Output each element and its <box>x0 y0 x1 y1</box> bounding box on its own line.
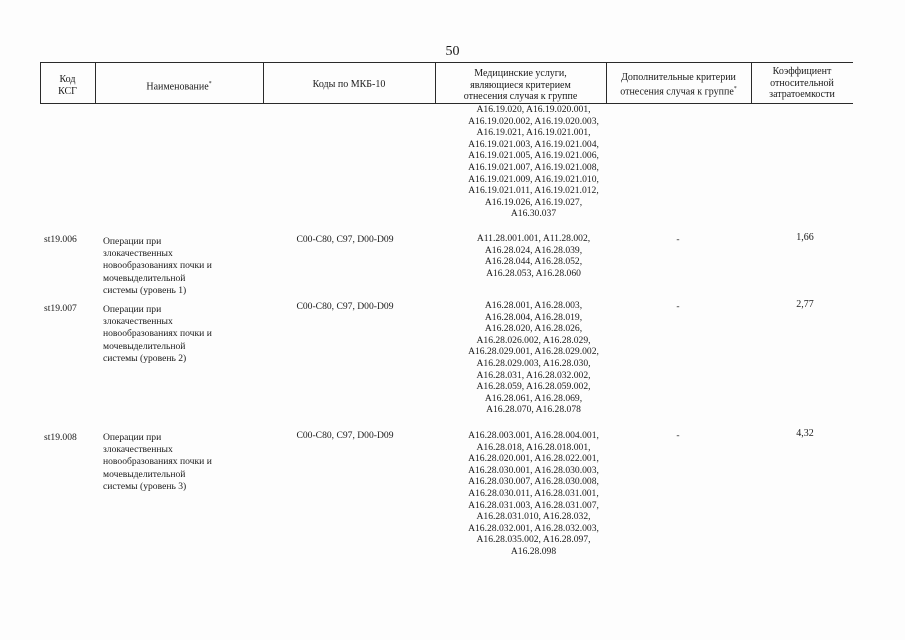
code-line: A16.19.021.009, A16.19.021.010, <box>468 173 599 185</box>
code-line: A16.19.021, A16.19.021.001, <box>476 127 591 139</box>
footnote-mark: * <box>208 81 212 87</box>
name-line: системы (уровень 1) <box>103 284 187 296</box>
header-code-line: Код <box>59 74 76 85</box>
code-line: A16.28.031.010, A16.28.032, <box>476 511 591 523</box>
code-line: A16.28.053, A16.28.060 <box>486 267 581 279</box>
name-line: злокачественных <box>103 316 173 328</box>
extra-criteria: - <box>676 430 680 441</box>
ksg-code: st19.007 <box>44 303 77 314</box>
code-line: A16.19.021.007, A16.19.021.008, <box>468 161 599 173</box>
header-code-line: КСГ <box>58 85 77 97</box>
code-line: A16.19.021.011, A16.19.021.012, <box>468 185 599 197</box>
code-line: A16.28.020.001, A16.28.022.001, <box>468 453 599 465</box>
service-codes <box>446 430 621 558</box>
footnote-mark: * <box>733 85 737 92</box>
service-codes <box>446 233 621 279</box>
name-line: злокачественных <box>103 248 173 260</box>
name-line: новообразованиях почки и <box>103 456 212 468</box>
name-line: мочевыделительной <box>103 272 186 284</box>
header-coef-line: относительной <box>770 77 834 89</box>
code-line: A16.19.020, A16.19.020.001, <box>476 104 591 115</box>
code-line: A16.28.029.003, A16.28.030, <box>476 357 591 369</box>
header-coef <box>751 66 853 101</box>
code-line: A16.19.021.005, A16.19.021.006, <box>468 150 599 162</box>
code-line: A16.19.026, A16.19.027, <box>484 196 583 208</box>
header-services-line: являющиеся критерием <box>470 79 571 91</box>
ksg-code: st19.006 <box>44 234 77 245</box>
header-services-line: отнесения случая к группе <box>463 91 578 102</box>
service-codes <box>446 300 621 416</box>
header-name-label: Наименование <box>146 81 209 93</box>
name-line: Операции при <box>103 432 162 443</box>
header-coef-line: затратоемкости <box>769 89 835 100</box>
code-line: A16.19.021.003, A16.19.021.004, <box>468 138 599 150</box>
code-line: A16.28.031, A16.28.032.002, <box>476 369 591 381</box>
ksg-name <box>103 304 243 365</box>
code-line: A16.28.018, A16.28.018.001, <box>476 441 591 453</box>
name-line: мочевыделительной <box>103 340 186 352</box>
code-line: A16.28.059, A16.28.059.002, <box>476 381 591 393</box>
name-line: системы (уровень 2) <box>103 352 187 364</box>
code-line: A16.28.030.007, A16.28.030.008, <box>468 476 599 488</box>
name-line: системы (уровень 3) <box>103 480 187 492</box>
header-coef-line: Коэффициент <box>772 66 832 77</box>
mkb-codes: C00-C80, C97, D00-D09 <box>296 430 394 441</box>
code-line: A16.28.035.002, A16.28.097, <box>476 534 591 546</box>
code-line: A16.28.001, A16.28.003, <box>484 300 583 311</box>
header-name <box>95 79 263 93</box>
header-services-line: Медицинские услуги, <box>474 68 567 79</box>
name-line: злокачественных <box>103 444 173 456</box>
code-line: A16.28.031.003, A16.28.031.007, <box>468 499 599 511</box>
header-services <box>435 68 606 103</box>
mkb-codes: C00-C80, C97, D00-D09 <box>296 234 394 245</box>
code-line: A16.28.029.001, A16.28.029.002, <box>468 346 599 358</box>
name-line: Операции при <box>103 304 162 315</box>
name-line: мочевыделительной <box>103 468 186 480</box>
code-line: A16.28.020, A16.28.026, <box>484 323 583 335</box>
code-line: A16.28.003.001, A16.28.004.001, <box>468 430 599 441</box>
code-line: A16.28.061, A16.28.069, <box>484 392 583 404</box>
code-line: A16.28.044, A16.28.052, <box>484 256 583 268</box>
header-code <box>40 74 95 97</box>
code-line: A16.19.020.002, A16.19.020.003, <box>468 115 599 127</box>
header-mkb: Коды по МКБ-10 <box>312 79 386 90</box>
mkb-codes: C00-C80, C97, D00-D09 <box>296 301 394 312</box>
page-number: 50 <box>445 44 460 59</box>
header-top-rule <box>40 62 853 63</box>
code-line: A16.28.030.011, A16.28.031.001, <box>468 487 599 499</box>
code-line: A16.28.070, A16.28.078 <box>486 404 581 416</box>
code-line: A16.30.037 <box>510 208 557 220</box>
ksg-name <box>103 432 243 493</box>
coefficient: 1,66 <box>796 232 814 243</box>
name-line: новообразованиях почки и <box>103 260 212 272</box>
name-line: Операции при <box>103 236 162 247</box>
coefficient: 4,32 <box>796 428 814 439</box>
code-line: A16.28.032.001, A16.28.032.003, <box>468 522 599 534</box>
extra-criteria: - <box>676 301 680 312</box>
header-extra-line: Дополнительные критерии <box>621 72 736 83</box>
code-line: A16.28.030.001, A16.28.030.003, <box>468 464 599 476</box>
continuation-codes <box>446 104 621 220</box>
coefficient: 2,77 <box>796 299 814 310</box>
header-extra-line: отнесения случая к группе <box>620 85 734 97</box>
header-extra <box>606 72 751 97</box>
ksg-code: st19.008 <box>44 432 77 443</box>
extra-criteria: - <box>676 234 680 245</box>
code-line: A16.28.004, A16.28.019, <box>484 311 583 323</box>
ksg-name <box>103 236 243 297</box>
code-line: A16.28.098 <box>510 545 557 557</box>
code-line: A11.28.001.001, A11.28.002, <box>476 233 591 244</box>
code-line: A16.28.024, A16.28.039, <box>484 244 583 256</box>
code-line: A16.28.026.002, A16.28.029, <box>476 334 591 346</box>
name-line: новообразованиях почки и <box>103 328 212 340</box>
